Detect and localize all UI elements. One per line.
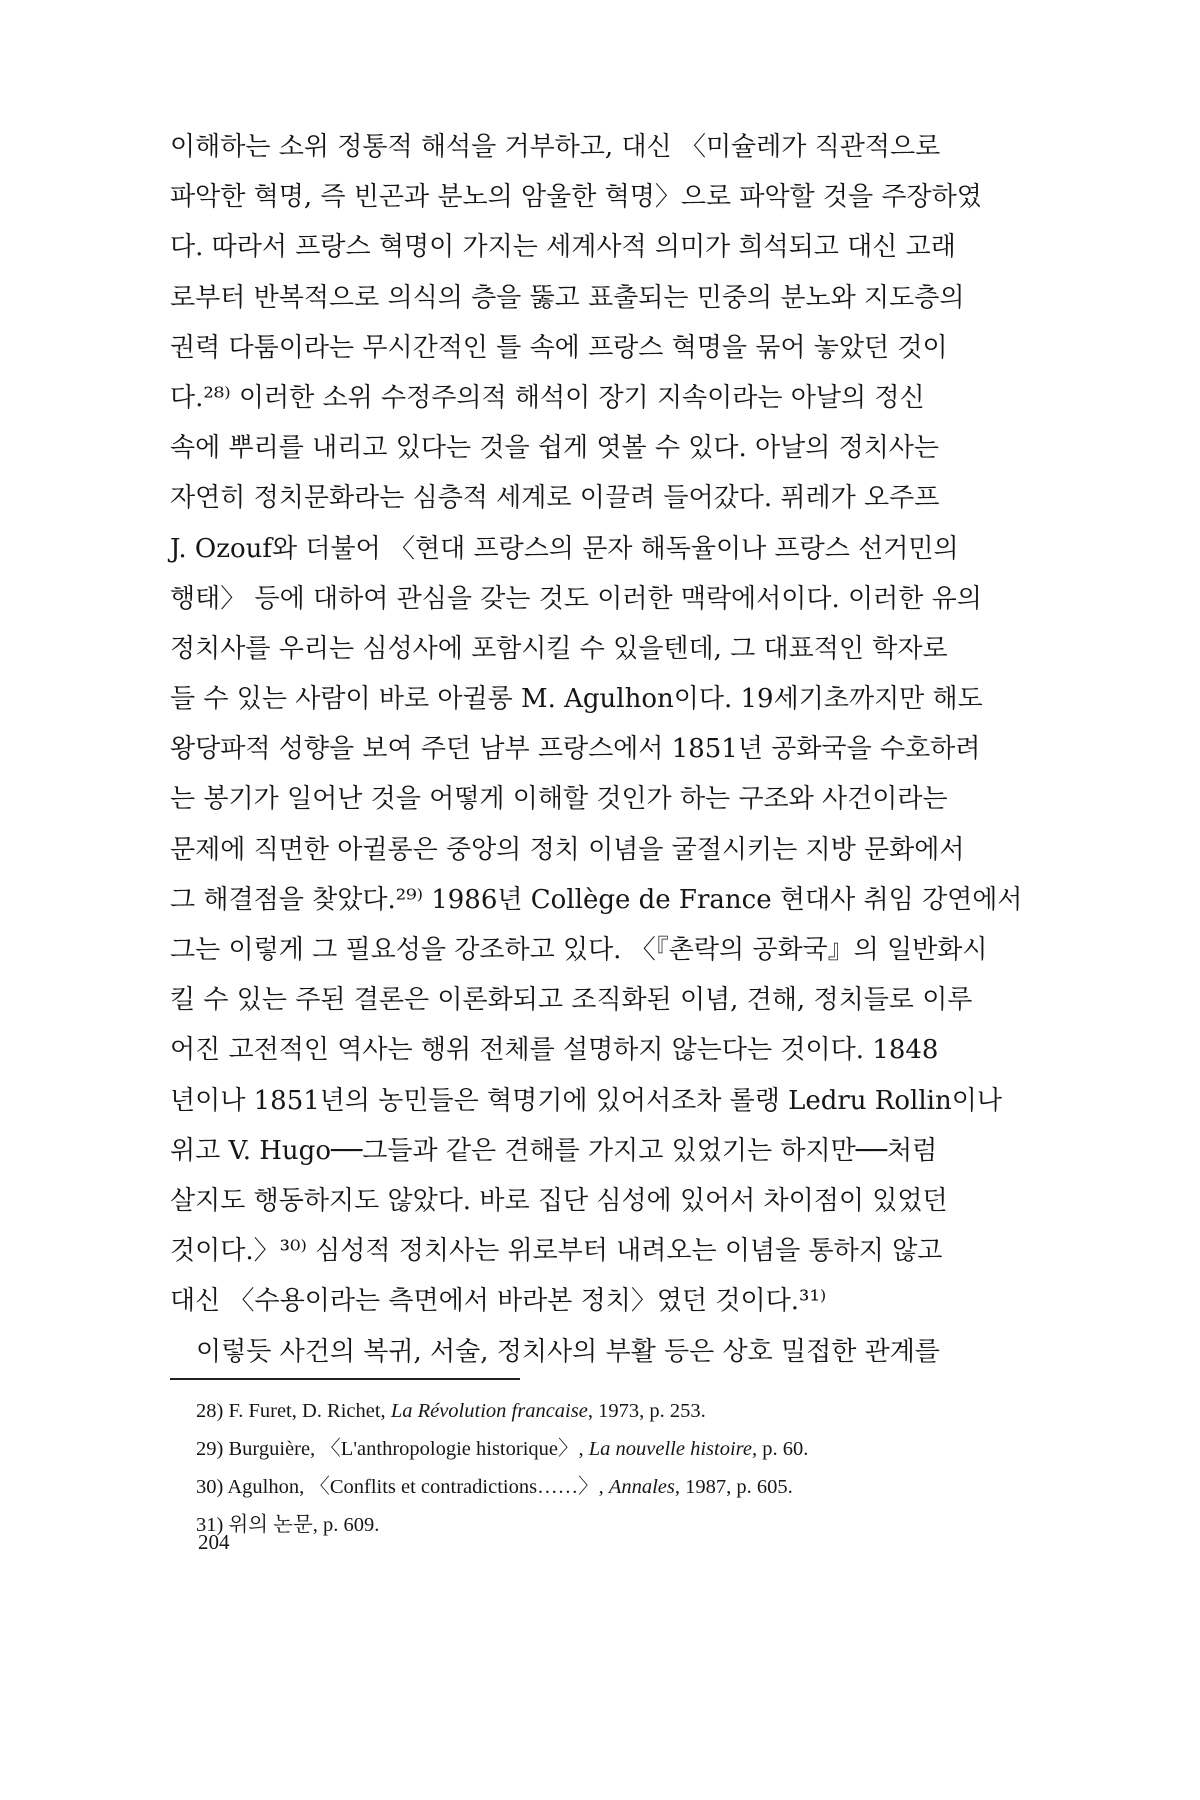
body-line: 행태〉 등에 대하여 관심을 갖는 것도 이러한 맥락에서이다. 이러한 유의 bbox=[170, 583, 982, 614]
body-line: 그 해결점을 찾았다.²⁹⁾ 1986년 Collège de France 현대사 취임 강연에서 bbox=[170, 884, 1023, 915]
body-line: 들 수 있는 사람이 바로 아귈롱 M. Agulhon이다. 19세기초까지만 해도 bbox=[170, 684, 983, 715]
body-line: 위고 V. Hugo──그들과 같은 견해를 가지고 있었기는 하지만──처럼 bbox=[170, 1135, 938, 1166]
footnote-number: 29) bbox=[196, 1438, 224, 1460]
body-line: 이해하는 소위 정통적 해석을 거부하고, 대신 〈미슐레가 직관적으로 bbox=[170, 132, 941, 162]
page-number: 204 bbox=[198, 1530, 230, 1554]
footnote-28 bbox=[196, 1392, 1016, 1430]
footnote-number: 31) bbox=[196, 1514, 224, 1536]
footnote-30 bbox=[196, 1468, 1016, 1506]
footnote-number: 28) bbox=[196, 1400, 224, 1422]
body-line: 년이나 1851년의 농민들은 혁명기에 있어서조차 롤랭 Ledru Rollin이나 bbox=[170, 1085, 1002, 1116]
footnote-detail: , p. 60. bbox=[751, 1438, 809, 1460]
body-line: 그는 이렇게 그 필요성을 강조하고 있다. 〈『촌락의 공화국』의 일반화시 bbox=[170, 935, 988, 965]
body-line: 권력 다툼이라는 무시간적인 틀 속에 프랑스 혁명을 묶어 놓았던 것이 bbox=[170, 332, 948, 363]
body-line: 는 봉기가 일어난 것을 어떻게 이해할 것인가 하는 구조와 사건이라는 bbox=[170, 784, 948, 815]
footnote-text: Agulhon, 〈Conflits et contradictions……〉, bbox=[227, 1476, 609, 1498]
body-line: 어진 고전적인 역사는 행위 전체를 설명하지 않는다는 것이다. 1848 bbox=[170, 1035, 939, 1066]
footnote-title: La nouvelle histoire bbox=[588, 1438, 752, 1460]
body-line: 다. 따라서 프랑스 혁명이 가지는 세계사적 의미가 희석되고 대신 고래 bbox=[170, 232, 956, 263]
footnote-text: Burguière, 〈L'anthropologie historique〉, bbox=[228, 1438, 589, 1460]
body-line: J. Ozouf와 더불어 〈현대 프랑스의 문자 해독율이나 프랑스 선거민의 bbox=[170, 533, 959, 564]
footnote-text: F. Furet, D. Richet, bbox=[228, 1400, 391, 1422]
body-line: 문제에 직면한 아귈롱은 중앙의 정치 이념을 굴절시키는 지방 문화에서 bbox=[170, 834, 965, 865]
body-line: 왕당파적 성향을 보여 주던 남부 프랑스에서 1851년 공화국을 수호하려 bbox=[170, 734, 981, 765]
footnotes bbox=[196, 1392, 1016, 1544]
body-line: 이렇듯 사건의 복귀, 서술, 정치사의 부활 등은 상호 밀접한 관계를 bbox=[170, 1336, 940, 1367]
footnote-number: 30) bbox=[196, 1476, 224, 1498]
footnote-text: 위의 논문, p. 609. bbox=[228, 1514, 380, 1536]
footnote-detail: , 1973, p. 253. bbox=[587, 1400, 706, 1422]
footnote-31 bbox=[196, 1506, 1016, 1544]
body-line: 정치사를 우리는 심성사에 포함시킬 수 있을텐데, 그 대표적인 학자로 bbox=[170, 633, 948, 664]
body-line: 속에 뿌리를 내리고 있다는 것을 쉽게 엿볼 수 있다. 아날의 정치사는 bbox=[170, 433, 940, 464]
body-text bbox=[170, 122, 1040, 1377]
footnote-title: Annales bbox=[608, 1476, 675, 1498]
body-line: 살지도 행동하지도 않았다. 바로 집단 심성에 있어서 차이점이 있었던 bbox=[170, 1185, 948, 1216]
body-line: 자연히 정치문화라는 심층적 세계로 이끌려 들어갔다. 퓌레가 오주프 bbox=[170, 483, 940, 514]
body-line: 파악한 혁명, 즉 빈곤과 분노의 암울한 혁명〉으로 파악할 것을 주장하였 bbox=[170, 182, 982, 213]
body-line: 킬 수 있는 주된 결론은 이론화되고 조직화된 이념, 견해, 정치들로 이루 bbox=[170, 985, 973, 1016]
footnote-divider bbox=[170, 1378, 520, 1380]
footnote-detail: , 1987, p. 605. bbox=[674, 1476, 793, 1498]
body-line: 다.²⁸⁾ 이러한 소위 수정주의적 해석이 장기 지속이라는 아날의 정신 bbox=[170, 382, 925, 413]
body-line: 것이다.〉³⁰⁾ 심성적 정치사는 위로부터 내려오는 이념을 통하지 않고 bbox=[170, 1236, 943, 1267]
body-line: 로부터 반복적으로 의식의 층을 뚫고 표출되는 민중의 분노와 지도층의 bbox=[170, 282, 965, 313]
body-line: 대신 〈수용이라는 측면에서 바라본 정치〉였던 것이다.³¹⁾ bbox=[170, 1286, 827, 1317]
footnote-title: La Révolution francaise bbox=[390, 1400, 588, 1422]
footnote-29 bbox=[196, 1430, 1016, 1468]
